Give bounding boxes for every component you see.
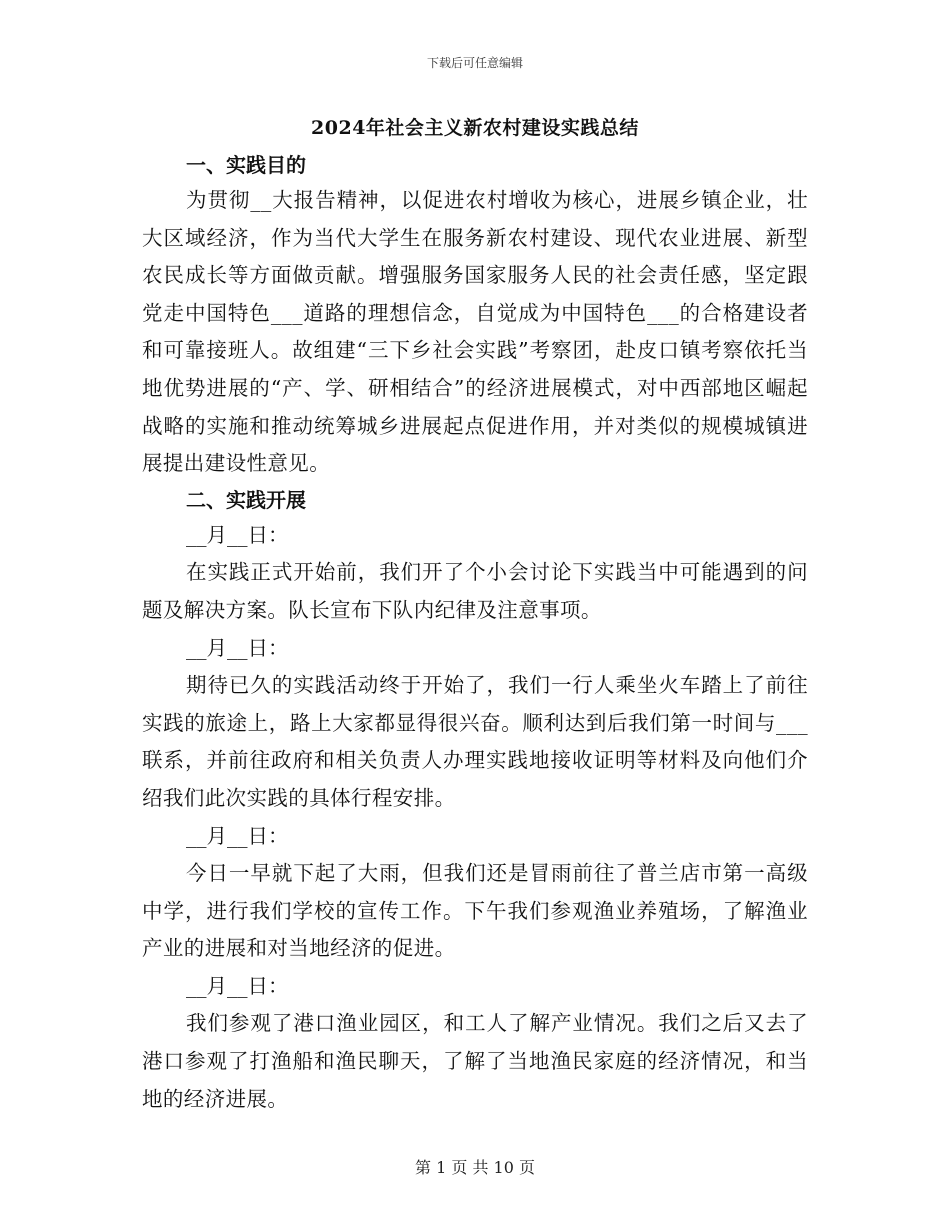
entry-date: __月__日： — [186, 823, 289, 848]
document-title: 2024年社会主义新农村建设实践总结 — [311, 117, 639, 139]
entry-text: 我们参观了港口渔业园区，和工人了解产业情况。我们之后又去了港口参观了打渔船和渔民聊天，了解了当地渔民家庭的经济情况，和当地的经济进展。 — [142, 1011, 808, 1111]
entry-text: 期待已久的实践活动终于开始了，我们一行人乘坐火车踏上了前往实践的旅途上，路上大家都显得很兴奋。顺利达到后我们第一时间与___联系，并前往政府和相关负责人办理实践地接收证明等材料及向他们介绍我们此次实践的具体行程安排。 — [142, 673, 808, 810]
entry-text: 今日一早就下起了大雨，但我们还是冒雨前往了普兰店市第一高级中学，进行我们学校的宣传工作。下午我们参观渔业养殖场，了解渔业产业的进展和对当地经济的促进。 — [142, 861, 808, 961]
section-heading-purpose: 一、实践目的 — [186, 153, 306, 177]
entry-date: __月__日： — [186, 522, 289, 547]
entry-text: 在实践正式开始前，我们开了个小会讨论下实践当中可能遇到的问题及解决方案。队长宣布下队内纪律及注意事项。 — [142, 560, 808, 622]
entry-date: __月__日： — [186, 635, 289, 660]
header-note: 下载后可任意编辑 — [426, 56, 523, 70]
section-heading-activities: 二、实践开展 — [186, 487, 306, 512]
page-footer: 第 1 页 共 10 页 — [415, 1158, 535, 1177]
entry-date: __月__日： — [186, 973, 289, 998]
paragraph-purpose: 为贯彻__大报告精神，以促进农村增收为核心，进展乡镇企业，壮大区域经济，作为当代大学生在服务新农村建设、现代农业进展、新型农民成长等方面做贡献。增强服务国家服务人民的社会责任感，坚定跟党走中国特色___道路的理想信念，自觉成为中国特色___的合格建设者和可靠接班人。故组建“三下乡社会实践”考察团，赴皮口镇考察依托当地优势进展的“产、学、研相结合”的经济进展模式，对中西部地区崛起战略的实施和推动统筹城乡进展起点促进作用，并对类似的规模城镇进展提出建设性意见。 — [142, 188, 808, 476]
document-body — [142, 114, 808, 1118]
